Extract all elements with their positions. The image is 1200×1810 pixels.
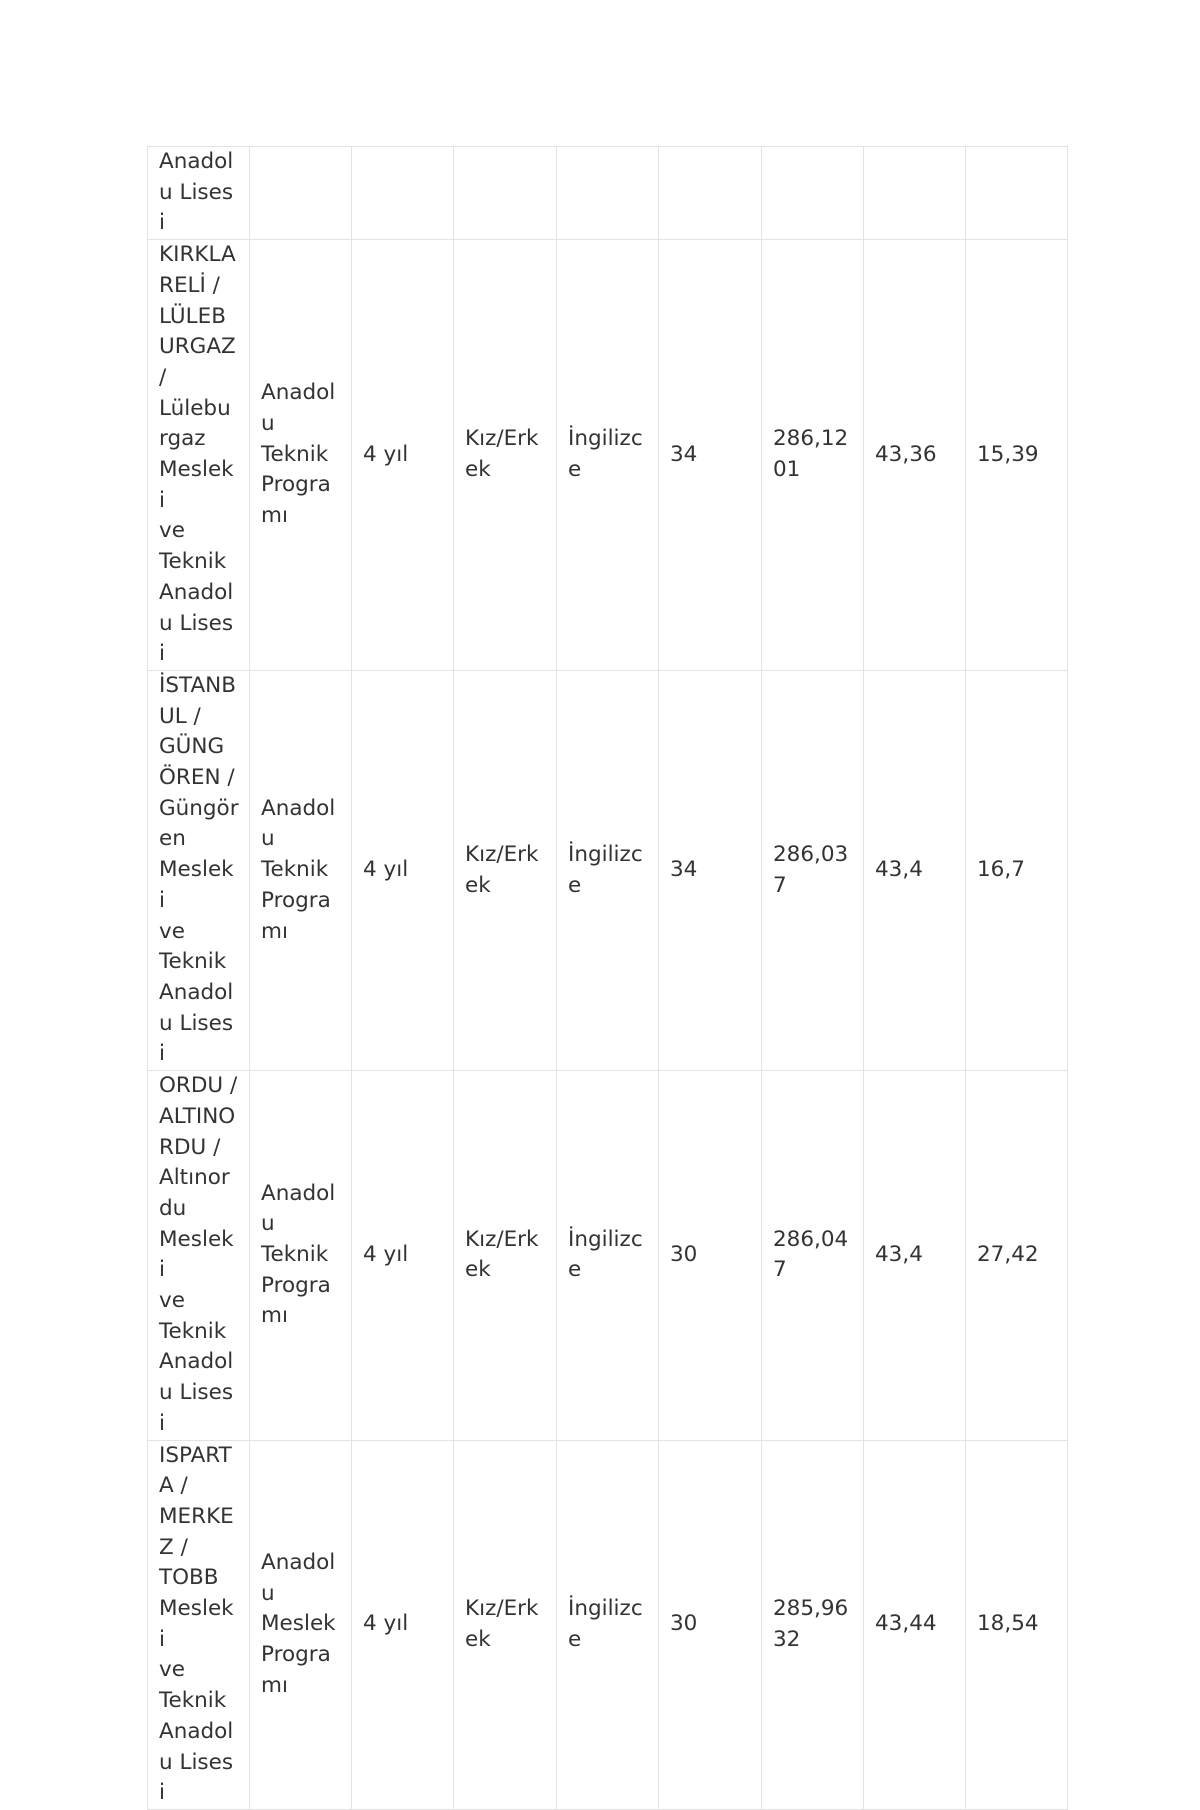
cell-percentile: 43,36 (864, 240, 966, 671)
cell-last: 15,39 (966, 240, 1068, 671)
cell-quota: 30 (659, 1440, 762, 1809)
cell-gender: Kız/Erk ek (454, 1440, 557, 1809)
cell-gender: Kız/Erk ek (454, 670, 557, 1070)
cell-language: İngilizc e (557, 1071, 659, 1440)
cell-duration: 4 yıl (352, 670, 454, 1070)
cell-language: İngilizc e (557, 1440, 659, 1809)
cell-duration: 4 yıl (352, 240, 454, 671)
cell-last: 16,7 (966, 670, 1068, 1070)
cell-school: ISPART A / MERKE Z / TOBB Mesleki ve Teknik Anadol u Lisesi (148, 1440, 250, 1809)
cell-empty (352, 147, 454, 240)
cell-quota: 34 (659, 240, 762, 671)
cell-duration: 4 yıl (352, 1440, 454, 1809)
school-table (147, 146, 1068, 1810)
cell-empty (864, 147, 966, 240)
cell-base-score: 286,03 7 (762, 670, 864, 1070)
cell-duration: 4 yıl (352, 1071, 454, 1440)
cell-base-score: 285,96 32 (762, 1440, 864, 1809)
cell-empty (557, 147, 659, 240)
cell-empty (762, 147, 864, 240)
cell-percentile: 43,44 (864, 1440, 966, 1809)
cell-gender: Kız/Erk ek (454, 240, 557, 671)
cell-base-score: 286,12 01 (762, 240, 864, 671)
table-row-continuation (148, 147, 1068, 240)
cell-gender: Kız/Erk ek (454, 1071, 557, 1440)
table-row (148, 1071, 1068, 1440)
cell-empty (454, 147, 557, 240)
cell-program: Anadol u Teknik Progra mı (250, 1071, 352, 1440)
table-row (148, 1440, 1068, 1809)
cell-program: Anadol u Meslek Progra mı (250, 1440, 352, 1809)
cell-empty (659, 147, 762, 240)
cell-base-score: 286,04 7 (762, 1071, 864, 1440)
cell-quota: 30 (659, 1071, 762, 1440)
cell-empty (966, 147, 1068, 240)
cell-language: İngilizc e (557, 670, 659, 1070)
cell-last: 27,42 (966, 1071, 1068, 1440)
cell-percentile: 43,4 (864, 670, 966, 1070)
cell-empty (250, 147, 352, 240)
cell-school: İSTANB UL / GÜNG ÖREN / Güngör en Mesleki ve Teknik Anadol u Lisesi (148, 670, 250, 1070)
cell-program: Anadol u Teknik Progra mı (250, 670, 352, 1070)
cell-last: 18,54 (966, 1440, 1068, 1809)
cell-school: KIRKLA RELİ / LÜLEB URGAZ / Lülebu rgaz Mesleki ve Teknik Anadol u Lisesi (148, 240, 250, 671)
table-row (148, 670, 1068, 1070)
cell-program: Anadol u Teknik Progra mı (250, 240, 352, 671)
cell-quota: 34 (659, 670, 762, 1070)
table-row (148, 240, 1068, 671)
cell-school: ORDU / ALTINO RDU / Altınor du Mesleki ve Teknik Anadol u Lisesi (148, 1071, 250, 1440)
cell-language: İngilizc e (557, 240, 659, 671)
cell-percentile: 43,4 (864, 1071, 966, 1440)
cell-school: Anadol u Lisesi (148, 147, 250, 240)
